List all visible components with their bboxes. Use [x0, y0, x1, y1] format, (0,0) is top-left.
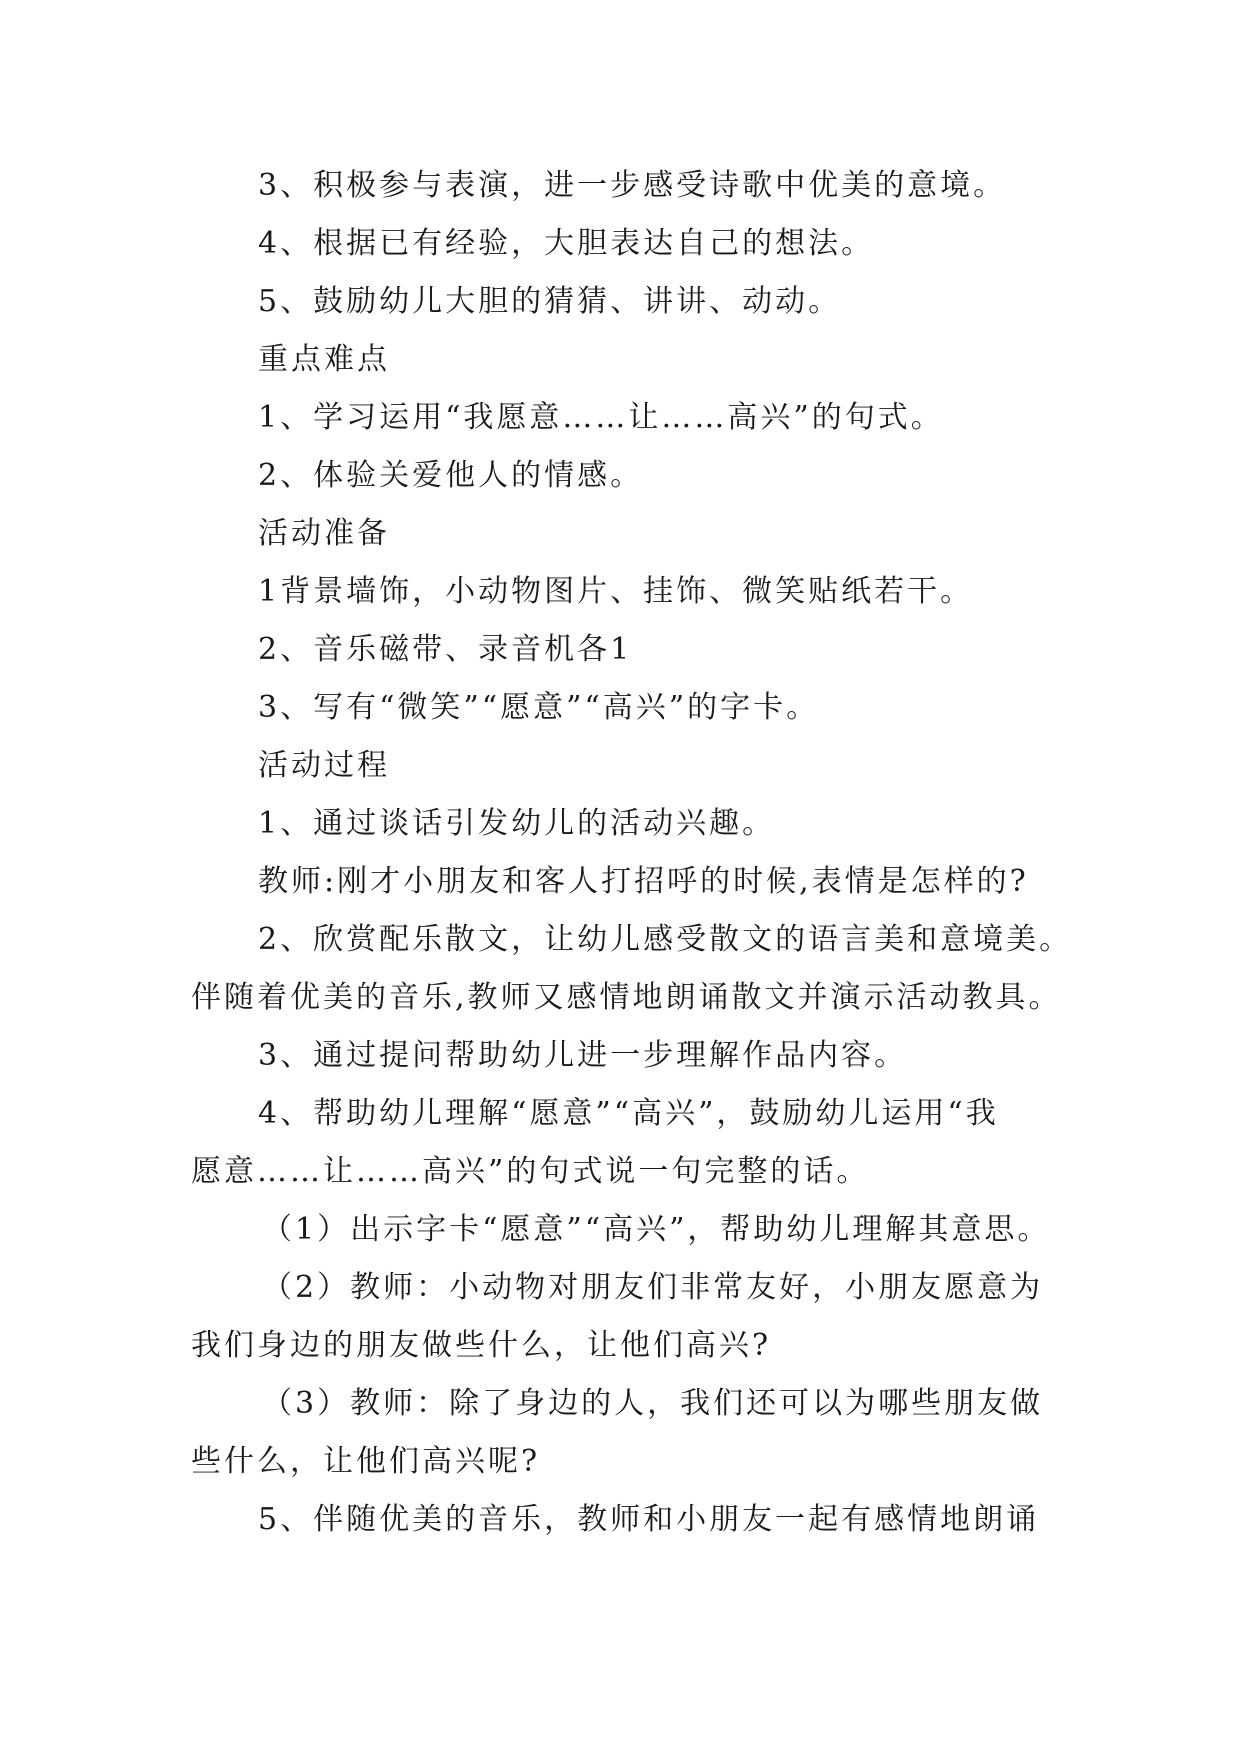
- process-step-4-continued: 愿意……让……高兴”的句式说一句完整的话。: [191, 1154, 870, 1189]
- key-point-2: 2、体验关爱他人的情感。: [258, 458, 644, 493]
- section-heading-preparation: 活动准备: [258, 516, 390, 551]
- objective-3: 3、积极参与表演，进一步感受诗歌中优美的意境。: [258, 168, 1007, 203]
- preparation-1: 1背景墙饰，小动物图片、挂饰、微笑贴纸若干。: [258, 574, 974, 609]
- process-step-4: 4、帮助幼儿理解“愿意”“高兴”，鼓励幼儿运用“我: [258, 1096, 999, 1131]
- key-point-1: 1、学习运用“我愿意……让……高兴”的句式。: [258, 400, 944, 435]
- section-heading-process: 活动过程: [258, 748, 390, 783]
- objective-5: 5、鼓励幼儿大胆的猜猜、讲讲、动动。: [258, 284, 842, 319]
- preparation-3: 3、写有“微笑”“愿意”“高兴”的字卡。: [258, 690, 820, 725]
- process-step-5: 5、伴随优美的音乐，教师和小朋友一起有感情地朗诵: [258, 1502, 1040, 1537]
- section-heading-key-points: 重点难点: [258, 342, 390, 377]
- process-step-3: 3、通过提问帮助幼儿进一步理解作品内容。: [258, 1038, 908, 1073]
- process-step-2: 2、欣赏配乐散文，让幼儿感受散文的语言美和意境美。: [258, 922, 1073, 957]
- process-step-2-continued: 伴随着优美的音乐,教师又感情地朗诵散文并演示活动教具。: [191, 980, 1062, 1015]
- preparation-2: 2、音乐磁带、录音机各1: [258, 632, 633, 667]
- process-substep-2-continued: 我们身边的朋友做些什么，让他们高兴?: [191, 1328, 772, 1363]
- process-teacher-question: 教师:刚才小朋友和客人打招呼的时候,表情是怎样的?: [258, 864, 1029, 899]
- process-substep-1: （1）出示字卡“愿意”“高兴”，帮助幼儿理解其意思。: [262, 1212, 1051, 1247]
- process-substep-3-continued: 些什么，让他们高兴呢?: [191, 1444, 541, 1479]
- process-step-1: 1、通过谈话引发幼儿的活动兴趣。: [258, 806, 776, 841]
- objective-4: 4、根据已有经验，大胆表达自己的想法。: [258, 226, 875, 261]
- process-substep-3: （3）教师：除了身边的人，我们还可以为哪些朋友做: [262, 1386, 1044, 1421]
- process-substep-2: （2）教师：小动物对朋友们非常友好，小朋友愿意为: [262, 1270, 1044, 1305]
